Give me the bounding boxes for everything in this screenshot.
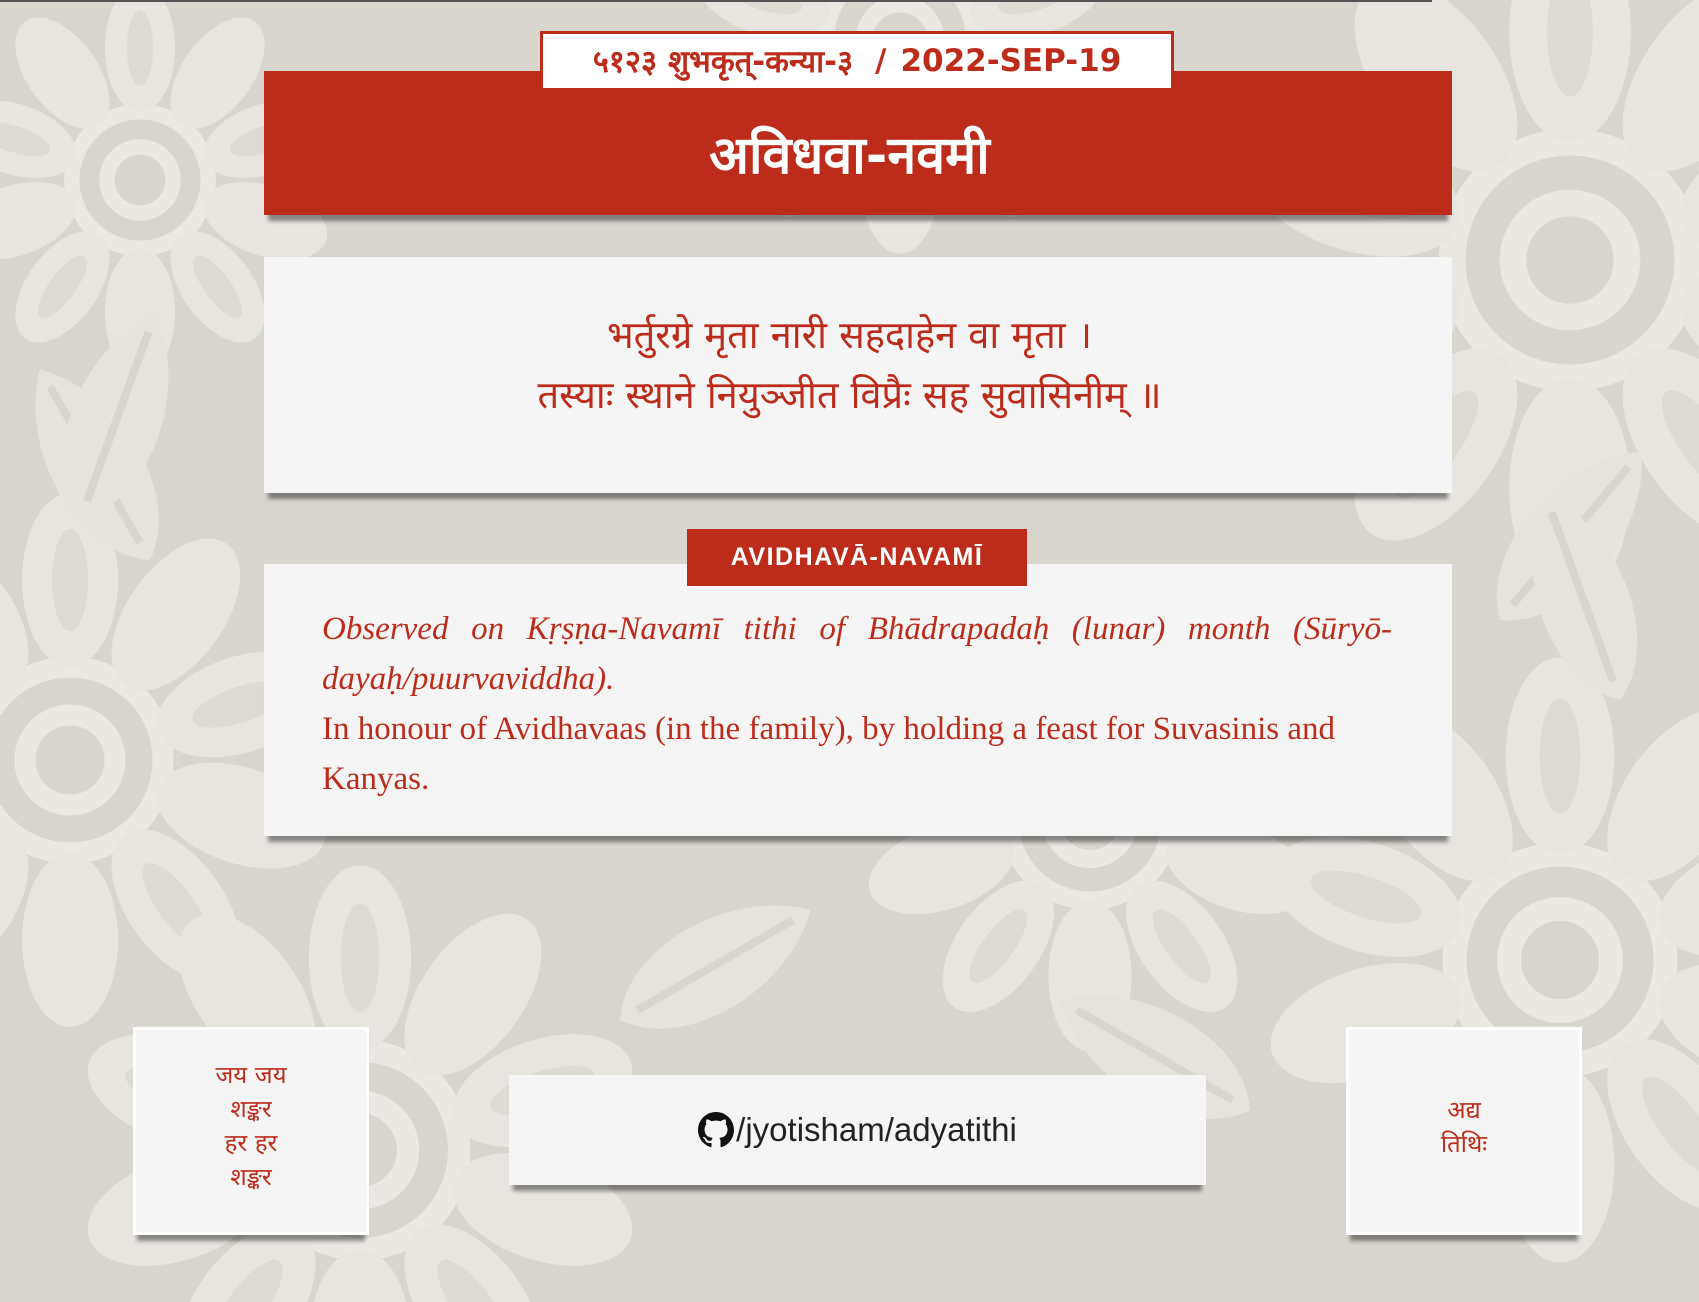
- festival-name-label: AVIDHAVĀ-NAVAMĪ: [687, 529, 1027, 586]
- top-divider: [0, 0, 1432, 2]
- footer-line: शङ्कर: [230, 1095, 272, 1123]
- verse-line: तस्याः स्थाने नियुञ्जीत विप्रैः सह सुवासिनीम् ॥: [537, 373, 1162, 417]
- date-separator: /: [875, 43, 887, 79]
- page-title: अविधवा-नवमी: [709, 126, 990, 186]
- github-link-text: /jyotisham/adyatithi: [736, 1111, 1017, 1148]
- github-icon: [698, 1112, 734, 1148]
- github-link[interactable]: [509, 1075, 1206, 1185]
- description-text: In honour of Avidhavaas (in the family), by holding a feast for Suvasinis and Kanyas.: [322, 711, 1336, 797]
- footer-line: तिथिः: [1440, 1130, 1488, 1158]
- footer-line: हर हर: [224, 1129, 278, 1157]
- verse-line: भर्तुरग्रे मृता नारी सहदाहेन वा मृता ।: [606, 313, 1093, 357]
- date-badge: [540, 31, 1174, 91]
- footer-line: जय जय: [215, 1061, 287, 1089]
- footer-line: अद्य: [1447, 1096, 1481, 1124]
- verse-text: [0, 305, 1699, 425]
- right-footer-text: [1346, 1093, 1582, 1161]
- footer-line: शङ्कर: [230, 1163, 272, 1191]
- festival-description: [322, 604, 1392, 804]
- left-footer-text: [133, 1058, 369, 1194]
- observance-text: Observed on Kṛṣṇa-Navamī tithi of Bhādrapadaḥ (lunar) month (Sūryō-dayaḥ/puurvaviddha).: [322, 611, 1392, 697]
- gregorian-date: 2022-SEP-19: [900, 43, 1122, 79]
- samvat-date: ५१२३ शुभकृत्-कन्या-३: [592, 44, 854, 80]
